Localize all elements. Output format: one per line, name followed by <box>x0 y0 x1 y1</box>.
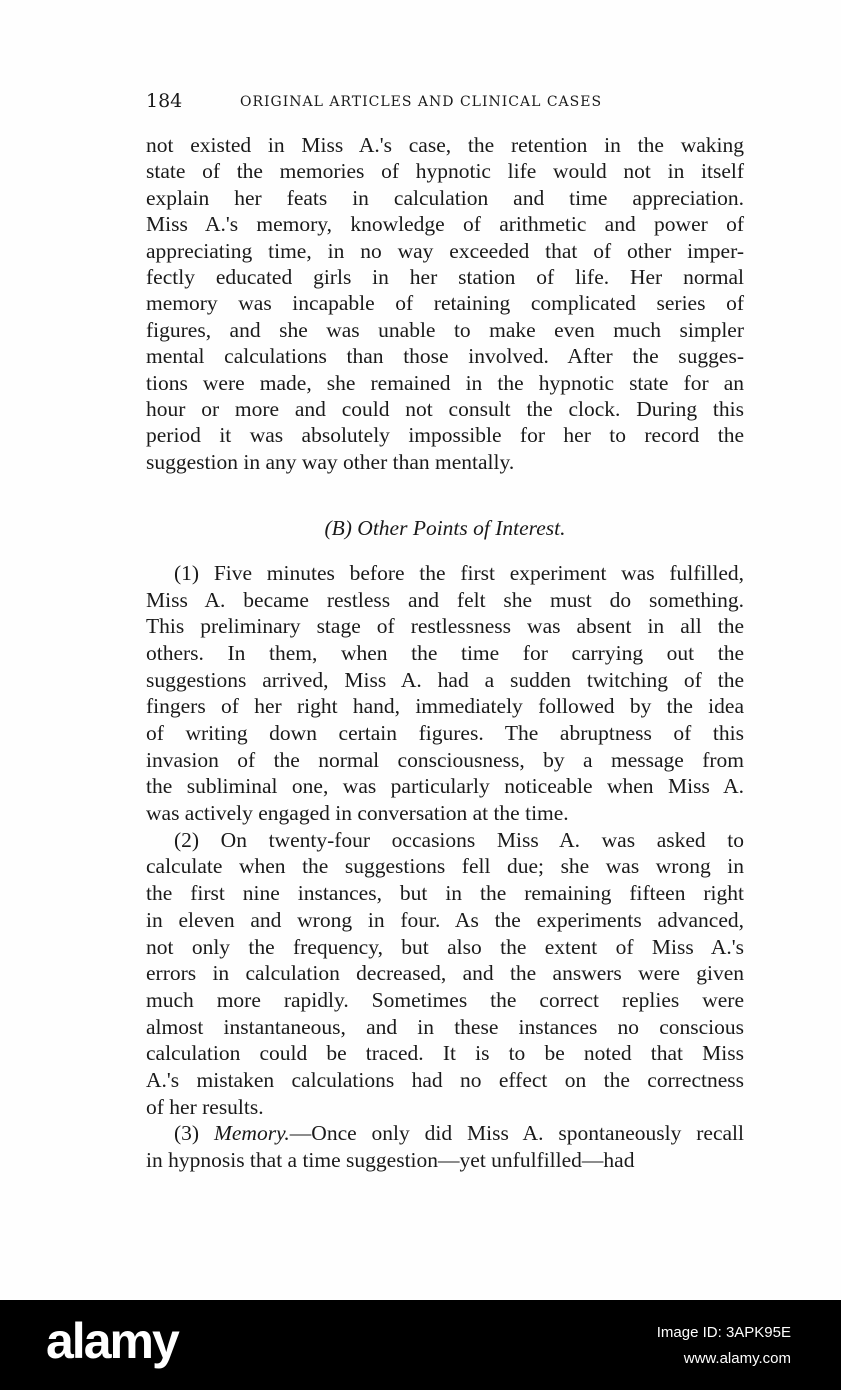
text-line: figures, and she was unable to make even much simpler <box>146 317 744 342</box>
text-line: of her results. <box>146 1094 264 1119</box>
watermark-url: www.alamy.com <box>683 1350 791 1367</box>
running-title: ORIGINAL ARTICLES AND CLINICAL CASES <box>240 94 603 110</box>
text-line: (3) Memory.—Once only did Miss A. spontaneously recall <box>174 1121 744 1146</box>
text-line: almost instantaneous, and in these instances no conscious <box>146 1014 744 1039</box>
text-line: memory was incapable of retaining complicated series of <box>146 291 744 316</box>
text-line: mental calculations than those involved. After the sugges- <box>146 344 744 369</box>
text-line: period it was absolutely impossible for her to record the <box>146 423 744 448</box>
text-line: suggestion in any way other than mentally. <box>146 449 515 474</box>
text-line: hour or more and could not consult the clock. During this <box>146 397 744 421</box>
text-line: errors in calculation decreased, and the answers were given <box>146 961 744 986</box>
text-line: calculation could be traced. It is to be noted that Miss <box>146 1041 744 1066</box>
text-line: fectly educated girls in her station of life. Her normal <box>146 265 744 289</box>
image-id: Image ID: 3APK95E <box>656 1324 791 1341</box>
text-line: in eleven and wrong in four. As the experiments advanced, <box>146 907 744 932</box>
section-heading: (B) Other Points of Interest. <box>324 516 566 540</box>
text-line: in hypnosis that a time suggestion—yet unfulfilled—had <box>146 1147 635 1172</box>
italic-term: Memory. <box>213 1121 290 1146</box>
text-line: state of the memories of hypnotic life would not in itself <box>146 159 744 184</box>
text-line: Miss A. became restless and felt she must do something. <box>146 587 744 612</box>
text-line: (2) On twenty-four occasions Miss A. was asked to <box>174 827 744 852</box>
text-line: fingers of her right hand, immediately followed by the idea <box>146 694 744 719</box>
text-line: appreciating time, in no way exceeded that of other imper- <box>146 238 744 263</box>
text-line: A.'s mistaken calculations had no effect on the correctness <box>146 1067 744 1092</box>
text-line: the subliminal one, was particularly noticeable when Miss A. <box>146 774 744 799</box>
text-line: suggestions arrived, Miss A. had a sudden twitching of the <box>146 667 744 692</box>
watermark-bar <box>0 1300 841 1390</box>
text-line: Miss A.'s memory, knowledge of arithmetic and power of <box>146 212 744 237</box>
text-line: not existed in Miss A.'s case, the retention in the waking <box>146 133 744 157</box>
text-line: not only the frequency, but also the extent of Miss A.'s <box>146 934 744 959</box>
text-line: tions were made, she remained in the hypnotic state for an <box>146 370 744 395</box>
text-line: This preliminary stage of restlessness was absent in all the <box>146 614 744 639</box>
text-line: others. In them, when the time for carrying out the <box>146 641 744 666</box>
text-line: of writing down certain figures. The abruptness of this <box>146 721 744 746</box>
text-line: calculate when the suggestions fell due; she was wrong in <box>146 854 744 879</box>
text-line: (1) Five minutes before the first experiment was fulfilled, <box>174 561 744 585</box>
text-line: was actively engaged in conversation at the time. <box>146 801 569 826</box>
text-line: explain her feats in calculation and time appreciation. <box>146 185 744 210</box>
text-line: invasion of the normal consciousness, by a message from <box>146 747 744 772</box>
text-line: much more rapidly. Sometimes the correct replies were <box>146 987 744 1012</box>
alamy-logo: alamy <box>46 1313 178 1369</box>
page-number: 184 <box>146 90 183 112</box>
text-line: the first nine instances, but in the remaining fifteen right <box>146 881 744 906</box>
